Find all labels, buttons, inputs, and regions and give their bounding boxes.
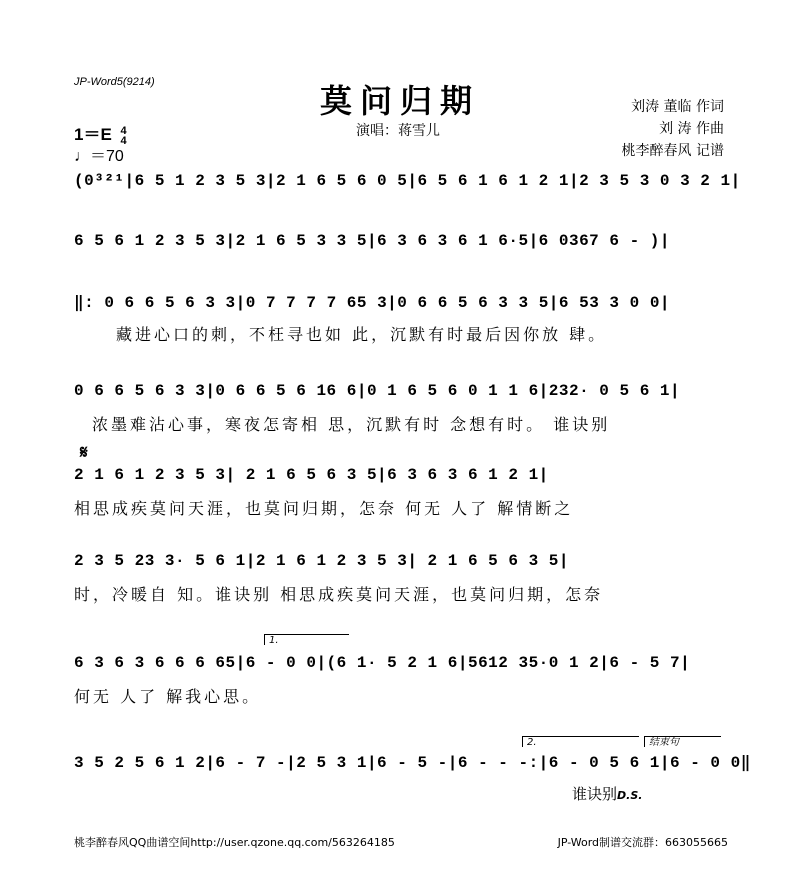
- ds-lyric: 谁诀别: [572, 785, 618, 803]
- music-line-2: 6 5 6 1 2 3 5 3|2 1 6 5 3 3 5|6 3 6 3 6 1 6·5|6 0367 6 - )|: [74, 232, 670, 250]
- time-numerator: 4: [120, 124, 127, 137]
- ds-mark: D.S.: [617, 789, 643, 802]
- key-signature: [74, 120, 127, 146]
- lyricist-credit: 刘涛 董临 作词: [631, 99, 724, 115]
- time-denominator: 4: [120, 134, 127, 147]
- first-ending-label: 1.: [269, 635, 279, 646]
- music-line-1: (0³²¹|6 5 1 2 3 5 3|2 1 6 5 6 0 5|6 5 6 1 6 1 2 1|2 3 5 3 0 3 2 1|: [74, 172, 741, 190]
- song-title: 莫问归期: [319, 82, 480, 120]
- transcriber-credit: 桃李醉春风 记谱: [621, 143, 724, 159]
- second-ending-bracket: [522, 736, 639, 747]
- lyric-line-5: 相思成疾莫问天涯，也莫问归期，怎奈 何无 人了 解情断之: [74, 499, 574, 518]
- dal-segno-instruction: [572, 783, 642, 804]
- lyric-line-4: 浓墨难沾心事，寒夜怎寄相 思，沉默有时 念想有时。 谁诀别: [92, 415, 611, 434]
- ending-phrase-bracket: [644, 736, 721, 747]
- lyric-line-7: 何无 人了 解我心思。: [74, 687, 262, 706]
- credits: [622, 96, 724, 162]
- key-label: 1＝E: [74, 125, 112, 144]
- software-version: JP-Word5(9214): [74, 76, 155, 88]
- music-line-6: 2 3 5 23 3· 5 6 1|2 1 6 1 2 3 5 3| 2 1 6 5 6 3 5|: [74, 552, 569, 570]
- music-line-7: 6 3 6 3 6 6 6 65|6 - 0 0|(6 1· 5 2 1 6|5612 35·0 1 2|6 - 5 7|: [74, 654, 691, 672]
- lyric-line-3: 藏进心口的刺，不枉寻也如 此，沉默有时最后因你放 肆。: [116, 325, 608, 344]
- footer-left: 桃李醉春风QQ曲谱空间http://user.qzone.qq.com/563264185: [74, 836, 395, 849]
- music-line-8: 3 5 2 5 6 1 2|6 - 7 -|2 5 3 1|6 - 5 -|6 - - -:|6 - 0 5 6 1|6 - 0 0‖: [74, 754, 751, 772]
- first-ending-bracket: [264, 634, 349, 645]
- tempo-mark: ♩＝70: [74, 148, 124, 165]
- music-line-4: 0 6 6 5 6 3 3|0 6 6 5 6 16 6|0 1 6 5 6 0 1 1 6|232· 0 5 6 1|: [74, 382, 681, 400]
- segno-sign: 𝄋: [80, 442, 88, 463]
- ending-phrase-label: 结束句: [649, 737, 679, 748]
- singer: 演唱：蒋雪儿: [356, 123, 440, 139]
- music-line-3: ‖: 0 6 6 5 6 3 3|0 7 7 7 7 65 3|0 6 6 5 6 3 3 5|6 53 3 0 0|: [74, 294, 671, 312]
- second-ending-label: 2.: [527, 737, 537, 748]
- footer-right: JP-Word制谱交流群：663055665: [557, 836, 728, 849]
- lyric-line-6: 时，冷暖自 知。谁诀别 相思成疾莫问天涯，也莫问归期，怎奈: [74, 585, 604, 604]
- music-line-5: 2 1 6 1 2 3 5 3| 2 1 6 5 6 3 5|6 3 6 3 6 1 2 1|: [74, 466, 549, 484]
- composer-credit: 刘 涛 作曲: [659, 121, 724, 137]
